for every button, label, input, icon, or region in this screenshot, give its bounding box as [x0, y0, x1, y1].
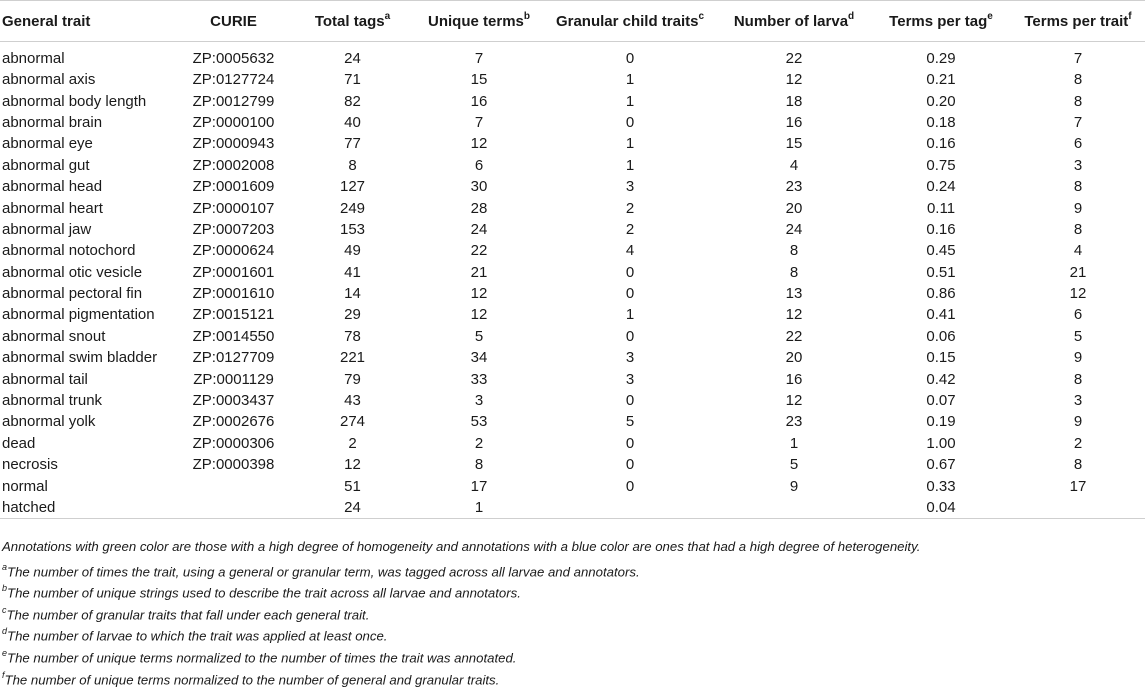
footnote-marker: e — [987, 11, 993, 22]
table-cell: 21 — [1069, 263, 1087, 281]
table-cell: ZP:0002008 — [192, 156, 275, 174]
table-cell: 3 — [625, 349, 635, 367]
column-header — [0, 1, 177, 42]
table-row — [0, 240, 1145, 261]
table-cell: ZP:0000398 — [192, 456, 275, 474]
table-cell: abnormal pectoral fin — [2, 285, 143, 303]
footnote-marker: b — [2, 583, 8, 594]
table-cell: 0 — [625, 327, 635, 345]
column-header-label: Granular child traits — [555, 13, 699, 30]
table-cell: abnormal brain — [2, 113, 103, 131]
table-cell: necrosis — [2, 456, 58, 474]
table-cell: 0.20 — [926, 92, 956, 110]
table-row — [0, 433, 1145, 454]
table-cell: 8 — [789, 242, 799, 260]
table-cell: 0.11 — [926, 199, 956, 217]
table-row — [0, 90, 1145, 111]
table-cell: 23 — [785, 413, 803, 431]
table-row — [0, 390, 1145, 411]
table-cell: 20 — [785, 349, 803, 367]
table-cell: 8 — [1073, 456, 1083, 474]
column-header-label: Terms per trait — [1024, 13, 1129, 30]
footnote-marker: a — [384, 11, 391, 22]
table-cell: hatched — [0, 497, 177, 519]
table-cell: 7 — [474, 50, 484, 67]
table-cell — [543, 497, 717, 519]
table-cell: 12 — [785, 306, 803, 324]
table-cell: 5 — [474, 327, 484, 345]
table-cell: 23 — [785, 178, 803, 196]
table-cell: 0.42 — [926, 370, 956, 388]
table-cell: ZP:0001610 — [192, 285, 275, 303]
table-cell: 5 — [1073, 327, 1083, 345]
table-cell: 153 — [339, 220, 366, 238]
column-header-label: General trait — [2, 12, 91, 30]
table-row — [0, 155, 1145, 176]
footnote-text: The number of unique terms normalized to the number of general and granular traits. — [4, 671, 500, 687]
table-cell: abnormal snout — [2, 327, 106, 345]
table-cell: ZP:0001129 — [193, 370, 274, 388]
table-cell: 22 — [785, 50, 803, 67]
table-cell: 0.24 — [926, 178, 956, 196]
table-cell: 4 — [625, 242, 635, 260]
footnote — [2, 601, 1142, 623]
table-cell: 78 — [344, 327, 361, 345]
table-cell: 12 — [470, 306, 488, 324]
table-cell: 9 — [1073, 199, 1083, 217]
table-cell: 0.51 — [926, 263, 956, 281]
table-cell: 2 — [625, 199, 635, 217]
table-cell: 20 — [785, 199, 803, 217]
table-cell: 34 — [470, 349, 488, 367]
table-cell: 43 — [344, 392, 361, 410]
table-cell: 0.86 — [926, 285, 956, 303]
table-cell: ZP:0005632 — [192, 50, 275, 67]
table-cell: 17 — [1069, 477, 1087, 495]
table-cell: 12 — [785, 71, 803, 89]
footnote-marker: a — [2, 561, 8, 572]
table-cell: 21 — [470, 263, 488, 281]
table-cell: 4 — [1073, 242, 1083, 260]
table-cell: 3 — [1073, 156, 1083, 174]
footnote-marker: c — [698, 11, 705, 22]
table-cell: 8 — [1073, 178, 1083, 196]
table-cell: 127 — [339, 178, 366, 196]
table-cell: abnormal jaw — [2, 220, 92, 238]
table-row — [0, 42, 1145, 70]
table-cell: 77 — [344, 135, 361, 153]
table-cell: 8 — [1073, 92, 1083, 110]
table-cell: 249 — [339, 199, 366, 217]
table-cell: 1 — [625, 71, 635, 89]
table-cell: 0.16 — [926, 135, 956, 153]
table-cell: abnormal notochord — [2, 242, 136, 260]
table-row — [0, 326, 1145, 347]
footnote-marker: c — [2, 604, 7, 615]
table-cell: ZP:0001601 — [192, 263, 275, 281]
table-cell: ZP:0012799 — [192, 92, 275, 110]
table-cell: 9 — [1073, 349, 1083, 367]
table-cell: 0.33 — [926, 477, 956, 495]
table-cell: 0.67 — [926, 456, 956, 474]
table-cell: ZP:0000943 — [192, 135, 275, 153]
table-cell: dead — [2, 434, 36, 452]
table-cell: 0.21 — [926, 71, 956, 89]
table-cell: 1 — [625, 306, 635, 324]
table-cell: abnormal — [2, 50, 65, 67]
footnote-marker: d — [2, 626, 8, 637]
table-cell: ZP:0007203 — [192, 220, 275, 238]
table-cell: 0 — [625, 50, 635, 67]
table-cell: abnormal eye — [2, 135, 93, 153]
table-cell: 221 — [339, 349, 366, 367]
table-cell: 8 — [1073, 370, 1083, 388]
table-cell: ZP:0002676 — [192, 413, 275, 431]
table-cell: 7 — [474, 113, 484, 131]
table-row — [0, 176, 1145, 197]
table-row — [0, 262, 1145, 283]
table-cell: abnormal heart — [2, 199, 103, 217]
table-cell: 14 — [344, 285, 361, 303]
table-cell — [177, 497, 290, 519]
table-cell: 0.04 — [871, 497, 1011, 519]
footnote-text: The number of granular traits that fall under each general trait. — [6, 607, 370, 623]
table-cell: abnormal swim bladder — [2, 349, 158, 367]
table-cell: 17 — [470, 477, 488, 495]
table-cell: abnormal tail — [2, 370, 88, 388]
table-cell: 7 — [1073, 50, 1083, 67]
column-header-label: CURIE — [210, 12, 257, 30]
table-row — [0, 283, 1145, 304]
table-cell: 9 — [789, 477, 799, 495]
table-cell: 15 — [470, 71, 488, 89]
table-cell: 274 — [339, 413, 366, 431]
table-row — [0, 69, 1145, 90]
table-cell: 53 — [470, 413, 488, 431]
header-row — [0, 1, 1145, 42]
table-cell: 2 — [348, 434, 357, 452]
table-cell: 15 — [785, 135, 803, 153]
column-header — [415, 1, 543, 42]
footnote-text: Annotations with green color are those with a high degree of homogeneity and annotations with a blue color are ones that had a high degree of heterogeneity. — [2, 539, 921, 554]
table-cell — [1011, 497, 1145, 519]
footnote-marker: f — [1128, 11, 1132, 22]
column-header-label: Number of larva — [733, 13, 849, 30]
footnote — [2, 622, 1142, 644]
table-cell: 8 — [474, 456, 484, 474]
column-header — [177, 1, 290, 42]
table-row — [0, 347, 1145, 368]
table-cell: 6 — [1073, 135, 1083, 153]
table-row — [0, 197, 1145, 218]
table-cell: 5 — [789, 456, 799, 474]
table-cell: 82 — [344, 92, 361, 110]
column-header-label: Unique terms — [428, 13, 524, 30]
footnote-marker: d — [848, 11, 855, 22]
table-cell: 0 — [625, 285, 635, 303]
column-header-label: Terms per tag — [889, 13, 988, 30]
table-cell: 24 — [290, 497, 415, 519]
table-cell: 1.00 — [926, 434, 956, 452]
column-header — [543, 1, 717, 42]
table-cell: 1 — [625, 92, 635, 110]
table-cell: 0 — [625, 392, 635, 410]
table-row — [0, 304, 1145, 325]
table-cell: 0 — [625, 263, 635, 281]
table-cell: 12 — [1069, 285, 1087, 303]
table-cell: abnormal trunk — [2, 392, 103, 410]
table-cell: abnormal otic vesicle — [2, 263, 143, 281]
footnote — [2, 579, 1142, 601]
table-cell: 4 — [789, 156, 799, 174]
table-cell: 2 — [1073, 434, 1083, 452]
table-cell: 3 — [625, 370, 635, 388]
table-cell: 41 — [344, 263, 361, 281]
table-cell: 40 — [344, 113, 361, 131]
table-cell: 12 — [470, 135, 488, 153]
table-cell: abnormal yolk — [2, 413, 96, 431]
table-cell — [717, 497, 871, 519]
table-cell: 24 — [785, 220, 803, 238]
table-cell: 1 — [625, 135, 635, 153]
table-cell: 0.18 — [926, 113, 956, 131]
table-cell: 0 — [625, 113, 635, 131]
table-cell: 33 — [470, 370, 488, 388]
footnote — [2, 558, 1142, 580]
table-cell: 0.07 — [926, 392, 956, 410]
table-row — [0, 411, 1145, 432]
table-cell: 6 — [474, 156, 484, 174]
table-cell: 30 — [470, 178, 488, 196]
footnote-marker: b — [523, 11, 530, 22]
table-cell: abnormal head — [2, 178, 103, 196]
table-cell — [177, 475, 290, 496]
table-cell: 0.29 — [926, 50, 956, 67]
table-cell: 12 — [785, 392, 803, 410]
table-cell: 16 — [785, 370, 803, 388]
table-cell: 9 — [1073, 413, 1083, 431]
table-row — [0, 497, 1145, 519]
table-row — [0, 368, 1145, 389]
table-cell: 6 — [1073, 306, 1083, 324]
table-row — [0, 133, 1145, 154]
table-cell: 71 — [344, 71, 361, 89]
footnote-text: The number of unique terms normalized to the number of times the trait was annotated. — [7, 650, 517, 666]
footnote-marker: f — [2, 669, 5, 680]
table-cell: 16 — [470, 92, 488, 110]
table-footnotes — [2, 536, 1142, 687]
table-cell: 8 — [1073, 71, 1083, 89]
footnote — [2, 536, 1142, 558]
footnote — [2, 644, 1142, 666]
table-cell: 0.19 — [926, 413, 956, 431]
table-cell: 8 — [348, 156, 357, 174]
table-cell: 16 — [785, 113, 803, 131]
table-cell: ZP:0014550 — [192, 327, 275, 345]
table-cell: 2 — [625, 220, 635, 238]
table-cell: 2 — [474, 434, 484, 452]
table-header — [0, 1, 1145, 42]
footnote-text: The number of larvae to which the trait was applied at least once. — [7, 628, 388, 644]
table-row — [0, 219, 1145, 240]
table-cell: abnormal pigmentation — [2, 306, 155, 324]
table-cell: 0 — [625, 477, 635, 495]
table-cell: ZP:0000107 — [192, 199, 275, 217]
table-cell: ZP:0127709 — [192, 349, 275, 367]
table-cell: 1 — [625, 156, 635, 174]
table-cell: 12 — [470, 285, 488, 303]
table-cell: 1 — [415, 497, 543, 519]
table-cell: 1 — [789, 434, 799, 452]
table-cell: 0.41 — [926, 306, 956, 324]
table-cell: 5 — [625, 413, 635, 431]
table-cell: abnormal gut — [2, 156, 90, 174]
table-cell: 3 — [1073, 392, 1083, 410]
column-header-label: Total tags — [314, 13, 385, 30]
table-row — [0, 454, 1145, 475]
table-cell: 0 — [625, 456, 635, 474]
table-cell: 0 — [625, 434, 635, 452]
table-cell: 0.45 — [926, 242, 956, 260]
column-header — [717, 1, 871, 42]
table-cell: ZP:0000624 — [192, 242, 275, 260]
column-header — [871, 1, 1011, 42]
table-cell: 3 — [625, 178, 635, 196]
table-cell: 8 — [1073, 220, 1083, 238]
column-header — [1011, 1, 1145, 42]
table-row — [0, 112, 1145, 133]
table-cell: 49 — [344, 242, 361, 260]
table-cell: 22 — [785, 327, 803, 345]
table-cell: 24 — [470, 220, 488, 238]
table-cell: 0.15 — [926, 349, 956, 367]
footnote-marker: e — [2, 647, 8, 658]
footnote-text: The number of unique strings used to describe the trait across all larvae and annotators. — [7, 585, 521, 601]
table-body — [0, 42, 1145, 519]
table-cell: 12 — [344, 456, 361, 474]
table-cell: 0.16 — [926, 220, 956, 238]
table-cell: 24 — [344, 50, 361, 67]
table-cell: ZP:0001609 — [192, 178, 275, 196]
footnote-text: The number of times the trait, using a general or granular term, was tagged across all larvae and annotators. — [7, 563, 640, 579]
table-cell: abnormal body length — [2, 92, 147, 110]
table-cell: 29 — [344, 306, 361, 324]
table-cell: ZP:0127724 — [192, 71, 275, 89]
table-cell: 79 — [344, 370, 361, 388]
column-header — [290, 1, 415, 42]
table-cell: 7 — [1073, 113, 1083, 131]
table-cell: ZP:0003437 — [192, 392, 275, 410]
table-cell: 3 — [474, 392, 484, 410]
table-cell: ZP:0000306 — [192, 434, 275, 452]
table-cell: ZP:0015121 — [192, 306, 275, 324]
table-cell: 28 — [470, 199, 488, 217]
table-cell: 0.06 — [926, 327, 956, 345]
table-cell: ZP:0000100 — [192, 113, 275, 131]
table-cell: abnormal axis — [2, 71, 96, 89]
table-cell: 0.75 — [926, 156, 956, 174]
table-cell: 51 — [344, 477, 361, 495]
table-cell: 22 — [470, 242, 488, 260]
table-cell: 13 — [785, 285, 803, 303]
table-cell: normal — [2, 477, 48, 495]
table-row — [0, 475, 1145, 496]
table-cell: 8 — [789, 263, 799, 281]
footnote — [2, 666, 1142, 688]
table-cell: 18 — [785, 92, 803, 110]
